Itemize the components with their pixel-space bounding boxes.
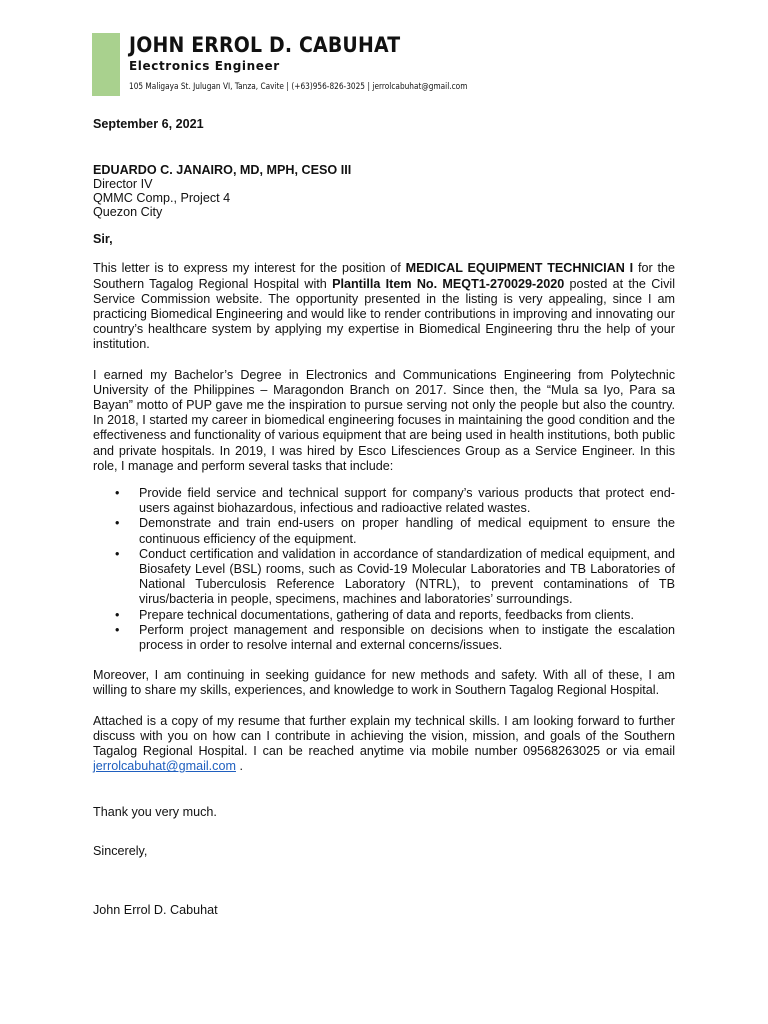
paragraph-contact: Attached is a copy of my resume that further explain my technical skills. I am looking forward to further discuss with you on how can I contribute in achieving the vision, mission, and goals of the Southern Tagalog Regional Hospital. I can be reached anytime via mobile number 09568263025 or via email jerrolcabuhat@gmail.com . xyxy=(93,713,675,774)
thanks-line: Thank you very much. xyxy=(93,804,217,819)
contact-separator: | xyxy=(286,82,289,92)
paragraph-intro: This letter is to express my interest for the position of MEDICAL EQUIPMENT TECHNICIAN I for the Southern Tagalog Regional Hospital with Plantilla Item No. MEQT1-270029-2020 posted at the Civil Service Commission website. The opportunity presented in the listing is very appealing, since I am practicing Biomedical Engineering and would like to render contributions in improving and innovating our country’s healthcare system by applying my expertise in Biomedical Engineering thru the help of your institution. xyxy=(93,261,675,352)
signature-name: John Errol D. Cabuhat xyxy=(93,902,218,917)
list-item: • Provide field service and technical support for company’s various products that protect end-users against biohazardous, infectious and radioactive related wastes. xyxy=(139,486,675,516)
email-link[interactable]: jerrolcabuhat@gmail.com xyxy=(93,759,236,774)
list-item: • Demonstrate and train end-users on proper handling of medical equipment to ensure the continuous efficiency of the equipment. xyxy=(139,516,675,546)
position-title: MEDICAL EQUIPMENT TECHNICIAN I xyxy=(405,261,634,276)
sender-email: jerrolcabuhat@gmail.com xyxy=(372,82,468,92)
sender-role: Electronics Engineer xyxy=(129,59,280,73)
letter-date: September 6, 2021 xyxy=(93,117,204,131)
letterhead xyxy=(129,32,542,92)
recipient-name: EDUARDO C. JANAIRO, MD, MPH, CESO III xyxy=(93,163,352,178)
recipient-address-line1: QMMC Comp., Project 4 xyxy=(93,191,231,206)
list-item: • Conduct certification and validation in accordance of standardization of medical equipment, and Biosafety Level (BSL) rooms, such as Covid-19 Molecular Laboratories and TB Laboratories of National Tuberculosis Reference Laboratory (NTRL), to prevent contaminations of TB virus/bacteria in people, specimens, machines and laboratories’ surroundings. xyxy=(139,547,675,608)
list-item: • Prepare technical documentations, gathering of data and reports, feedbacks from clients. xyxy=(139,608,675,623)
sender-address: 105 Maligaya St. Julugan VI, Tanza, Cavite xyxy=(129,82,284,92)
sender-phone: (+63)956-826-3025 xyxy=(291,82,366,92)
sender-contact xyxy=(129,82,467,92)
sender-name: JOHN ERROL D. CABUHAT xyxy=(129,33,401,57)
task-list xyxy=(93,486,675,653)
recipient-address-line2: Quezon City xyxy=(93,205,163,220)
recipient-block xyxy=(93,163,675,219)
letter-body xyxy=(93,117,675,918)
contact-separator: | xyxy=(367,82,370,92)
list-item: • Perform project management and responsible on decisions when to instigate the escalation process in order to resolve internal and external concerns/issues. xyxy=(139,623,675,653)
salutation: Sir, xyxy=(93,232,113,247)
recipient-title: Director IV xyxy=(93,177,153,192)
plantilla-item: Plantilla Item No. MEQT1-270029-2020 xyxy=(332,276,565,291)
closing: Sincerely, xyxy=(93,843,148,858)
paragraph-background: I earned my Bachelor’s Degree in Electronics and Communications Engineering from Polytechnic University of the Philippines – Maragondon Branch on 2017. Since then, the “Mula sa Iyo, Para sa Bayan” motto of PUP gave me the inspiration to pursue serving not only the people but also the country. In 2018, I started my career in biomedical engineering focuses in maintaining the good condition and the effectiveness and functionality of various equipment that are being used in health institutions, both public and private hospitals. In 2019, I was hired by Esco Lifesciences Group as a Service Engineer. In this role, I manage and perform several tasks that include: xyxy=(93,367,675,473)
paragraph-moreover: Moreover, I am continuing in seeking guidance for new methods and safety. With all of these, I am willing to share my skills, experiences, and knowledge to work in Southern Tagalog Regional Hospital. xyxy=(93,668,675,698)
header-accent-bar xyxy=(92,33,120,96)
